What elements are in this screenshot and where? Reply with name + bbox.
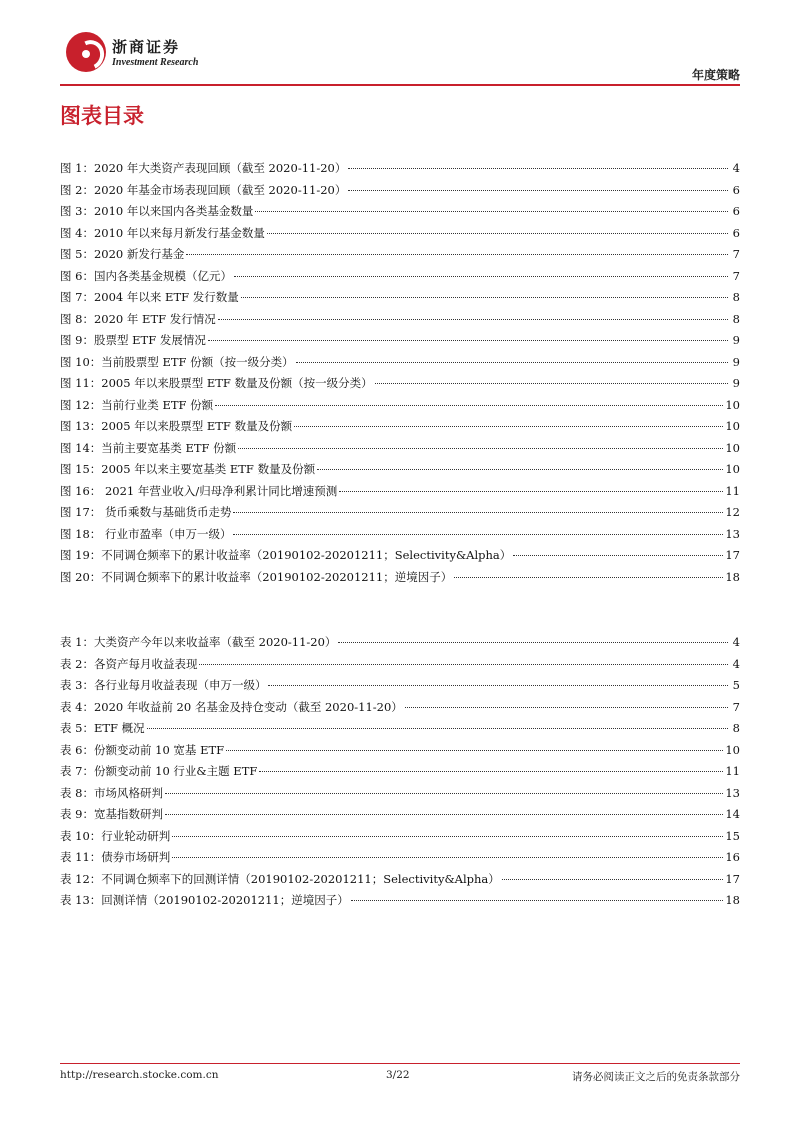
figure-entry-label: 图 16： 2021 年营业收入/归母净利累计同比增速预测 <box>60 483 338 498</box>
company-name-en: Investment Research <box>112 57 199 68</box>
table-entry-page: 10 <box>725 742 740 757</box>
figure-entry-page: 8 <box>732 311 740 326</box>
figure-entry-label: 图 18： 行业市盈率（申万一级） <box>60 526 232 541</box>
table-entry-page: 11 <box>725 764 740 778</box>
page-title: 图表目录 <box>60 104 144 128</box>
table-entry-page: 7 <box>732 699 740 714</box>
leader-dots <box>233 512 723 513</box>
leader-dots <box>405 707 728 708</box>
table-entry-label: 表 11：债券市场研判 <box>60 850 171 864</box>
leader-dots <box>218 319 728 320</box>
table-entry-page: 16 <box>725 850 740 864</box>
figure-entry-page: 8 <box>732 290 740 304</box>
figure-entry-page: 13 <box>725 526 740 541</box>
table-entry[interactable] <box>60 656 740 678</box>
figure-entry[interactable] <box>60 526 740 548</box>
table-entry[interactable] <box>60 849 740 871</box>
table-entry-label: 表 2：各资产每月收益表现 <box>60 656 198 671</box>
leader-dots <box>317 469 723 470</box>
leader-dots <box>259 771 723 772</box>
leader-dots <box>294 426 723 427</box>
leader-dots <box>267 233 728 234</box>
table-entry-label: 表 5：ETF 概况 <box>60 721 145 735</box>
figure-entry-label: 图 13：2005 年以来股票型 ETF 数量及份额 <box>60 419 293 433</box>
figure-entry[interactable] <box>60 203 740 225</box>
table-entry[interactable] <box>60 871 740 893</box>
figure-entry-label: 图 3：2010 年以来国内各类基金数量 <box>60 204 254 218</box>
table-entry-label: 表 9：宽基指数研判 <box>60 807 163 821</box>
leader-dots <box>255 211 728 212</box>
leader-dots <box>268 685 728 686</box>
figure-entry-label: 图 19：不同调仓频率下的累计收益率（20190102-20201211；Selectivity&Alpha） <box>60 548 512 562</box>
footer-divider <box>60 1063 740 1064</box>
figure-entry[interactable] <box>60 440 740 462</box>
table-entry-label: 表 6：份额变动前 10 宽基 ETF <box>60 742 225 757</box>
leader-dots <box>241 297 728 298</box>
figure-entry-label: 图 10：当前股票型 ETF 份额（按一级分类） <box>60 354 294 369</box>
leader-dots <box>338 642 728 643</box>
disclaimer: 请务必阅读正文之后的免责条款部分 <box>572 1071 740 1083</box>
table-entry[interactable] <box>60 720 740 742</box>
leader-dots <box>233 534 723 535</box>
report-type: 年度策略 <box>691 68 740 82</box>
leader-dots <box>215 405 723 406</box>
table-entry-label: 表 1：大类资产今年以来收益率（截至 2020-11-20） <box>60 635 337 649</box>
table-list <box>60 634 740 914</box>
page-header <box>60 26 740 84</box>
figure-entry[interactable] <box>60 354 740 376</box>
leader-dots <box>351 900 724 901</box>
leader-dots <box>238 448 723 449</box>
figure-entry-label: 图 11：2005 年以来股票型 ETF 数量及份额（按一级分类） <box>60 376 373 390</box>
company-logo-icon <box>66 32 106 72</box>
leader-dots <box>165 814 723 815</box>
table-entry-label: 表 10：行业轮动研判 <box>60 828 171 843</box>
table-entry-page: 13 <box>725 785 740 800</box>
figure-entry[interactable] <box>60 289 740 311</box>
figure-entry[interactable] <box>60 418 740 440</box>
figure-entry[interactable] <box>60 461 740 483</box>
figure-entry-label: 图 9：股票型 ETF 发展情况 <box>60 333 206 347</box>
header-divider <box>60 84 740 86</box>
figure-entry-page: 7 <box>732 247 740 261</box>
figure-entry-page: 9 <box>732 354 740 369</box>
figure-entry-label: 图 2：2020 年基金市场表现回顾（截至 2020-11-20） <box>60 182 347 197</box>
figure-entry[interactable] <box>60 182 740 204</box>
table-entry[interactable] <box>60 785 740 807</box>
leader-dots <box>513 555 723 556</box>
table-entry-page: 8 <box>732 721 740 735</box>
table-entry-page: 5 <box>732 678 740 692</box>
leader-dots <box>502 879 724 880</box>
table-entry[interactable] <box>60 828 740 850</box>
table-entry[interactable] <box>60 677 740 699</box>
leader-dots <box>199 664 728 665</box>
figure-entry-page: 9 <box>732 376 740 390</box>
figure-entry-label: 图 5：2020 新发行基金 <box>60 247 185 261</box>
figure-entry-page: 6 <box>732 225 740 240</box>
leader-dots <box>234 276 728 277</box>
table-entry[interactable] <box>60 742 740 764</box>
figure-entry-page: 6 <box>732 204 740 218</box>
page-number: 3/22 <box>386 1069 410 1081</box>
table-entry-label: 表 8：市场风格研判 <box>60 785 163 800</box>
figure-entry-label: 图 7：2004 年以来 ETF 发行数量 <box>60 290 239 304</box>
table-entry-label: 表 13：回测详情（20190102-20201211；逆境因子） <box>60 893 349 907</box>
table-entry[interactable] <box>60 634 740 656</box>
figure-entry-label: 图 14：当前主要宽基类 ETF 份额 <box>60 440 237 455</box>
table-entry-page: 15 <box>725 828 740 843</box>
leader-dots <box>208 340 728 341</box>
table-entry[interactable] <box>60 892 740 914</box>
leader-dots <box>186 254 728 255</box>
table-entry-page: 18 <box>725 893 740 907</box>
figure-entry-page: 10 <box>725 419 740 433</box>
leader-dots <box>147 728 728 729</box>
figure-entry-page: 11 <box>725 483 740 498</box>
leader-dots <box>375 383 728 384</box>
figure-entry-page: 4 <box>732 161 740 175</box>
figure-entry[interactable] <box>60 504 740 526</box>
leader-dots <box>348 190 728 191</box>
figure-entry-label: 图 1：2020 年大类资产表现回顾（截至 2020-11-20） <box>60 161 347 175</box>
table-entry-label: 表 3：各行业每月收益表现（申万一级） <box>60 678 267 692</box>
figure-entry[interactable] <box>60 311 740 333</box>
leader-dots <box>339 491 723 492</box>
figure-entry-page: 10 <box>725 397 740 412</box>
figure-entry-label: 图 4：2010 年以来每月新发行基金数量 <box>60 225 265 240</box>
table-entry[interactable] <box>60 699 740 721</box>
figure-entry-page: 7 <box>732 268 740 283</box>
figure-entry[interactable] <box>60 268 740 290</box>
figure-entry-page: 6 <box>732 182 740 197</box>
table-entry[interactable] <box>60 763 740 785</box>
figure-entry-label: 图 12：当前行业类 ETF 份额 <box>60 397 214 412</box>
figure-entry[interactable] <box>60 225 740 247</box>
leader-dots <box>172 857 723 858</box>
figure-entry-page: 18 <box>725 569 740 584</box>
table-entry-label: 表 4：2020 年收益前 20 名基金及持仓变动（截至 2020-11-20） <box>60 699 403 714</box>
figure-entry-label: 图 20：不同调仓频率下的累计收益率（20190102-20201211；逆境因子） <box>60 569 453 584</box>
figure-entry[interactable] <box>60 547 740 569</box>
footer-url[interactable]: http://research.stocke.com.cn <box>60 1069 219 1081</box>
figure-entry-page: 12 <box>725 505 740 519</box>
table-entry-label: 表 12：不同调仓频率下的回测详情（20190102-20201211；Selectivity&Alpha） <box>60 871 500 886</box>
company-name: 浙商证券 <box>112 38 181 56</box>
table-entry-page: 4 <box>732 635 740 649</box>
figure-entry-label: 图 15：2005 年以来主要宽基类 ETF 数量及份额 <box>60 462 316 476</box>
figure-entry-page: 10 <box>725 462 740 476</box>
figure-entry-label: 图 6：国内各类基金规模（亿元） <box>60 268 232 283</box>
figure-entry-label: 图 17： 货币乘数与基础货币走势 <box>60 505 232 519</box>
figure-entry-label: 图 8：2020 年 ETF 发行情况 <box>60 311 216 326</box>
figure-list <box>60 160 740 590</box>
figure-entry[interactable] <box>60 483 740 505</box>
leader-dots <box>165 793 723 794</box>
table-entry-page: 14 <box>725 807 740 821</box>
leader-dots <box>348 168 728 169</box>
table-entry-page: 4 <box>732 656 740 671</box>
figure-entry[interactable] <box>60 332 740 354</box>
figure-entry-page: 10 <box>725 440 740 455</box>
figure-entry[interactable] <box>60 569 740 591</box>
figure-entry[interactable] <box>60 397 740 419</box>
figure-entry[interactable] <box>60 375 740 397</box>
table-entry[interactable] <box>60 806 740 828</box>
table-entry-label: 表 7：份额变动前 10 行业&主题 ETF <box>60 764 258 778</box>
leader-dots <box>296 362 728 363</box>
figure-entry[interactable] <box>60 160 740 182</box>
leader-dots <box>226 750 723 751</box>
figure-entry-page: 9 <box>732 333 740 347</box>
leader-dots <box>454 577 723 578</box>
figure-entry-page: 17 <box>725 548 740 562</box>
leader-dots <box>172 836 723 837</box>
table-entry-page: 17 <box>725 871 740 886</box>
figure-entry[interactable] <box>60 246 740 268</box>
